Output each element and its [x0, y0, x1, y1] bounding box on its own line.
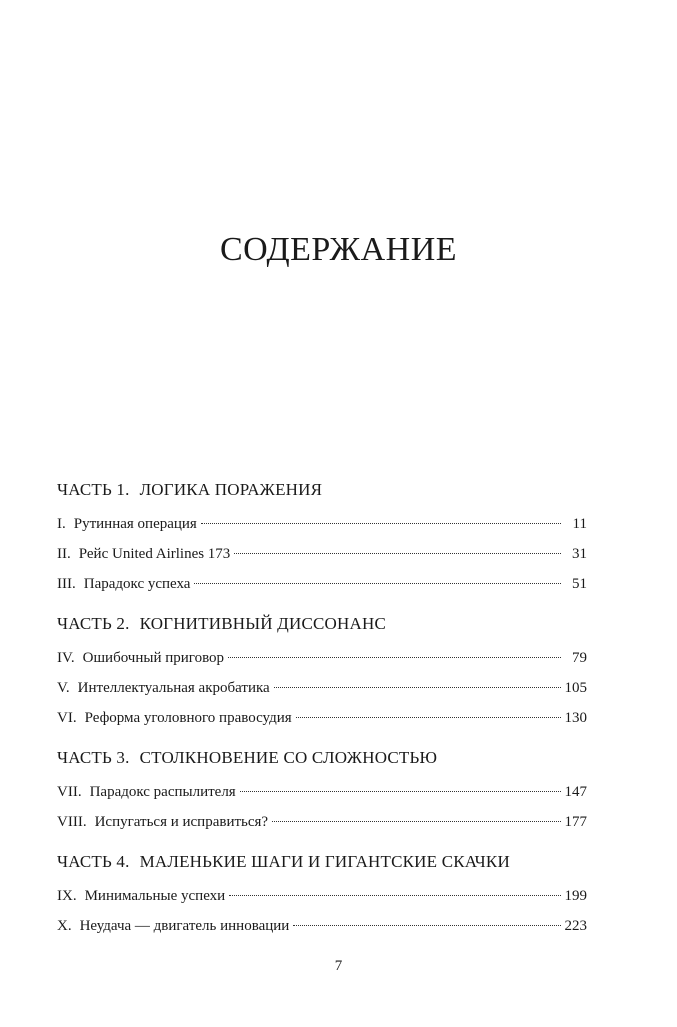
dot-leader: [272, 820, 560, 822]
chapter-page: 31: [572, 546, 587, 562]
chapter-number: X.: [57, 918, 72, 934]
part-title: СТОЛКНОВЕНИЕ СО СЛОЖНОСТЬЮ: [139, 748, 438, 767]
chapter-page: 199: [564, 888, 587, 904]
dot-leader: [240, 790, 561, 792]
toc-entry: [57, 777, 587, 807]
toc-entry: [57, 911, 587, 941]
chapter-title: Рутинная операция: [73, 516, 197, 532]
chapter-title: Неудача — двигатель инновации: [79, 918, 290, 934]
part-label: ЧАСТЬ 2.: [57, 614, 130, 633]
toc-part-2: [57, 612, 587, 733]
dot-leader: [293, 924, 560, 926]
chapter-title: Минимальные успехи: [84, 888, 226, 904]
chapter-page: 11: [572, 516, 587, 532]
chapter-title: Рейс United Airlines 173: [78, 546, 231, 562]
chapter-number: I.: [57, 516, 66, 532]
chapter-number: V.: [57, 680, 70, 696]
toc-part-1: [57, 478, 587, 599]
part-label: ЧАСТЬ 3.: [57, 748, 130, 767]
toc-entry: [57, 539, 587, 569]
toc-entry: [57, 881, 587, 911]
toc-entry: [57, 569, 587, 599]
dot-leader: [296, 716, 561, 718]
part-title: КОГНИТИВНЫЙ ДИССОНАНС: [139, 614, 386, 633]
dot-leader: [201, 522, 561, 524]
dot-leader: [194, 582, 561, 584]
toc-part-3: [57, 746, 587, 837]
dot-leader: [234, 552, 561, 554]
part-title: МАЛЕНЬКИЕ ШАГИ И ГИГАНТСКИЕ СКАЧКИ: [139, 852, 510, 871]
chapter-title: Интеллектуальная акробатика: [77, 680, 270, 696]
toc-entry: [57, 807, 587, 837]
chapter-number: IX.: [57, 888, 77, 904]
part-heading: [57, 478, 587, 502]
part-label: ЧАСТЬ 4.: [57, 852, 130, 871]
chapter-page: 79: [572, 650, 587, 666]
dot-leader: [274, 686, 561, 688]
chapter-number: III.: [57, 576, 76, 592]
chapter-number: VII.: [57, 784, 82, 800]
toc-entry: [57, 643, 587, 673]
chapter-number: II.: [57, 546, 71, 562]
chapter-title: Испугаться и исправиться?: [94, 814, 269, 830]
chapter-title: Парадокс распылителя: [89, 784, 236, 800]
part-heading: [57, 850, 587, 874]
dot-leader: [229, 894, 560, 896]
chapter-page: 177: [564, 814, 587, 830]
chapter-page: 105: [564, 680, 587, 696]
chapter-number: VIII.: [57, 814, 87, 830]
chapter-page: 223: [564, 918, 587, 934]
chapter-title: Ошибочный приговор: [82, 650, 225, 666]
part-title: ЛОГИКА ПОРАЖЕНИЯ: [139, 480, 323, 499]
chapter-title: Парадокс успеха: [83, 576, 191, 592]
table-of-contents: [57, 478, 587, 941]
part-label: ЧАСТЬ 1.: [57, 480, 130, 499]
chapter-number: IV.: [57, 650, 75, 666]
toc-entry: [57, 509, 587, 539]
toc-entry: [57, 673, 587, 703]
chapter-page: 51: [572, 576, 587, 592]
part-heading: [57, 612, 587, 636]
toc-entry: [57, 703, 587, 733]
dot-leader: [228, 656, 561, 658]
part-heading: [57, 746, 587, 770]
chapter-page: 130: [564, 710, 587, 726]
chapter-page: 147: [564, 784, 587, 800]
chapter-title: Реформа уголовного правосудия: [84, 710, 292, 726]
chapter-number: VI.: [57, 710, 77, 726]
page-number: 7: [334, 958, 343, 974]
toc-part-4: [57, 850, 587, 941]
page-title: СОДЕРЖАНИЕ: [219, 231, 458, 268]
